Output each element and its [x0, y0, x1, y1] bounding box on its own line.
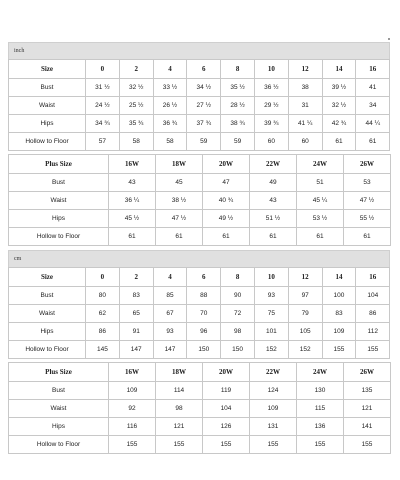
- measurement-value: 41: [356, 79, 390, 97]
- measurement-label: Hollow to Floor: [9, 436, 109, 454]
- table-row: [9, 418, 391, 436]
- table-row: [9, 382, 391, 400]
- table-row: [9, 97, 390, 115]
- measurement-value: 29 ½: [254, 97, 288, 115]
- table-row: [9, 305, 390, 323]
- table-row: [9, 115, 390, 133]
- measurement-value: 121: [156, 418, 203, 436]
- measurement-label: Bust: [9, 174, 109, 192]
- measurement-value: 61: [203, 228, 250, 246]
- size-header: 14: [322, 268, 356, 287]
- measurement-value: 28 ½: [221, 97, 255, 115]
- size-header: 0: [86, 268, 120, 287]
- size-header: 20W: [203, 363, 250, 382]
- measurement-value: 47: [203, 174, 250, 192]
- measurement-value: 34 ½: [187, 79, 221, 97]
- measurement-value: 141: [344, 418, 391, 436]
- size-header: 22W: [250, 363, 297, 382]
- size-header: 8: [221, 268, 255, 287]
- measurement-value: 155: [344, 436, 391, 454]
- unit-tag-cm: cm: [8, 250, 390, 267]
- measurement-value: 45: [156, 174, 203, 192]
- size-header: 0: [86, 60, 120, 79]
- size-header: 12: [288, 268, 322, 287]
- measurement-value: 27 ½: [187, 97, 221, 115]
- measurement-value: 38: [288, 79, 322, 97]
- table-row: [9, 287, 390, 305]
- measurement-label: Waist: [9, 305, 86, 323]
- measurement-value: 145: [86, 341, 120, 359]
- measurement-value: 136: [297, 418, 344, 436]
- size-header: 18W: [156, 155, 203, 174]
- size-header: 12: [288, 60, 322, 79]
- measurement-label: Bust: [9, 79, 86, 97]
- measurement-value: 104: [356, 287, 390, 305]
- measurement-value: 53 ½: [297, 210, 344, 228]
- measurement-value: 26 ½: [153, 97, 187, 115]
- measurement-value: 35 ½: [221, 79, 255, 97]
- size-header: 16W: [109, 155, 156, 174]
- measurement-value: 36 ¾: [153, 115, 187, 133]
- measurement-value: 65: [119, 305, 153, 323]
- measurement-value: 75: [254, 305, 288, 323]
- table-row: [9, 436, 391, 454]
- measurement-value: 93: [254, 287, 288, 305]
- measurement-value: 109: [322, 323, 356, 341]
- size-header: 24W: [297, 363, 344, 382]
- measurement-value: 61: [322, 133, 356, 151]
- table-row: [9, 210, 391, 228]
- measurement-value: 115: [297, 400, 344, 418]
- measurement-value: 33 ½: [153, 79, 187, 97]
- measurement-value: 41 ¼: [288, 115, 322, 133]
- measurement-value: 61: [250, 228, 297, 246]
- measurement-value: 61: [344, 228, 391, 246]
- size-header: 18W: [156, 363, 203, 382]
- size-header: 6: [187, 268, 221, 287]
- size-header: 4: [153, 268, 187, 287]
- measurement-value: 150: [187, 341, 221, 359]
- measurement-value: 47 ½: [156, 210, 203, 228]
- measurement-value: 43: [250, 192, 297, 210]
- measurement-value: 135: [344, 382, 391, 400]
- measurement-label: Hips: [9, 323, 86, 341]
- size-header: 24W: [297, 155, 344, 174]
- measurement-label: Waist: [9, 192, 109, 210]
- measurement-value: 85: [153, 287, 187, 305]
- header-label: Plus Size: [9, 363, 109, 382]
- measurement-value: 45 ¼: [297, 192, 344, 210]
- measurement-label: Hollow to Floor: [9, 228, 109, 246]
- measurement-value: 42 ¾: [322, 115, 356, 133]
- header-label: Size: [9, 60, 86, 79]
- size-header: 26W: [344, 155, 391, 174]
- measurement-value: 150: [221, 341, 255, 359]
- header-row: [9, 60, 390, 79]
- measurement-label: Hips: [9, 210, 109, 228]
- measurement-value: 25 ½: [119, 97, 153, 115]
- measurement-value: 35 ¾: [119, 115, 153, 133]
- measurement-value: 59: [221, 133, 255, 151]
- measurement-value: 86: [86, 323, 120, 341]
- measurement-value: 34: [356, 97, 390, 115]
- size-header: 4: [153, 60, 187, 79]
- measurement-value: 43: [109, 174, 156, 192]
- measurement-value: 86: [356, 305, 390, 323]
- measurement-value: 116: [109, 418, 156, 436]
- measurement-value: 147: [119, 341, 153, 359]
- measurement-value: 31 ½: [86, 79, 120, 97]
- measurement-value: 155: [203, 436, 250, 454]
- measurement-value: 155: [356, 341, 390, 359]
- measurement-value: 112: [356, 323, 390, 341]
- measurement-value: 59: [187, 133, 221, 151]
- measurement-label: Waist: [9, 400, 109, 418]
- measurement-value: 32 ½: [119, 79, 153, 97]
- measurement-value: 32 ½: [322, 97, 356, 115]
- measurement-label: Bust: [9, 382, 109, 400]
- size-header: 6: [187, 60, 221, 79]
- table-row: [9, 133, 390, 151]
- measurement-label: Hollow to Floor: [9, 341, 86, 359]
- measurement-value: 155: [250, 436, 297, 454]
- measurement-value: 40 ¾: [203, 192, 250, 210]
- header-row: [9, 363, 391, 382]
- measurement-value: 36 ½: [254, 79, 288, 97]
- measurement-value: 152: [254, 341, 288, 359]
- measurement-value: 49: [250, 174, 297, 192]
- measurement-value: 96: [187, 323, 221, 341]
- measurement-value: 61: [297, 228, 344, 246]
- measurement-value: 80: [86, 287, 120, 305]
- size-header: 16: [356, 268, 390, 287]
- measurement-value: 36 ¼: [109, 192, 156, 210]
- size-header: 16: [356, 60, 390, 79]
- table-row: [9, 174, 391, 192]
- measurement-value: 109: [109, 382, 156, 400]
- measurement-value: 58: [153, 133, 187, 151]
- measurement-value: 60: [288, 133, 322, 151]
- table-row: [9, 323, 390, 341]
- size-header: 20W: [203, 155, 250, 174]
- measurement-value: 37 ¾: [187, 115, 221, 133]
- size-header: 22W: [250, 155, 297, 174]
- measurement-value: 51: [297, 174, 344, 192]
- measurement-label: Hips: [9, 418, 109, 436]
- measurement-value: 97: [288, 287, 322, 305]
- measurement-value: 61: [356, 133, 390, 151]
- measurement-value: 53: [344, 174, 391, 192]
- measurement-value: 49 ½: [203, 210, 250, 228]
- table-row: [9, 79, 390, 97]
- table-row: [9, 192, 391, 210]
- size-header: 2: [119, 268, 153, 287]
- measurement-value: 104: [203, 400, 250, 418]
- measurement-value: 57: [86, 133, 120, 151]
- measurement-label: Waist: [9, 97, 86, 115]
- measurement-value: 70: [187, 305, 221, 323]
- measurement-value: 147: [153, 341, 187, 359]
- size-header: 8: [221, 60, 255, 79]
- measurement-value: 90: [221, 287, 255, 305]
- measurement-value: 58: [119, 133, 153, 151]
- measurement-value: 155: [109, 436, 156, 454]
- inch-plus-table: [8, 154, 391, 246]
- measurement-value: 126: [203, 418, 250, 436]
- table-row: [9, 341, 390, 359]
- measurement-label: Hollow to Floor: [9, 133, 86, 151]
- measurement-value: 98: [156, 400, 203, 418]
- measurement-value: 131: [250, 418, 297, 436]
- measurement-value: 83: [119, 287, 153, 305]
- measurement-value: 39 ½: [322, 79, 356, 97]
- measurement-value: 61: [156, 228, 203, 246]
- measurement-value: 155: [297, 436, 344, 454]
- header-label: Size: [9, 268, 86, 287]
- table-row: [9, 228, 391, 246]
- measurement-value: 62: [86, 305, 120, 323]
- inch-size-chart: [8, 42, 390, 246]
- header-label: Plus Size: [9, 155, 109, 174]
- header-row: [9, 155, 391, 174]
- measurement-value: 109: [250, 400, 297, 418]
- measurement-value: 34 ¾: [86, 115, 120, 133]
- measurement-label: Bust: [9, 287, 86, 305]
- measurement-value: 45 ½: [109, 210, 156, 228]
- measurement-value: 88: [187, 287, 221, 305]
- measurement-value: 67: [153, 305, 187, 323]
- cm-size-chart: [8, 250, 390, 454]
- measurement-value: 51 ½: [250, 210, 297, 228]
- measurement-value: 114: [156, 382, 203, 400]
- measurement-value: 79: [288, 305, 322, 323]
- measurement-label: Hips: [9, 115, 86, 133]
- table-row: [9, 400, 391, 418]
- measurement-value: 93: [153, 323, 187, 341]
- measurement-value: 61: [109, 228, 156, 246]
- measurement-value: 152: [288, 341, 322, 359]
- measurement-value: 124: [250, 382, 297, 400]
- cm-standard-table: [8, 267, 390, 359]
- measurement-value: 155: [322, 341, 356, 359]
- size-header: 14: [322, 60, 356, 79]
- size-header: 10: [254, 268, 288, 287]
- measurement-value: 60: [254, 133, 288, 151]
- measurement-value: 83: [322, 305, 356, 323]
- cm-plus-table: [8, 362, 391, 454]
- edge-mark: [388, 38, 390, 40]
- measurement-value: 55 ½: [344, 210, 391, 228]
- measurement-value: 91: [119, 323, 153, 341]
- measurement-value: 24 ½: [86, 97, 120, 115]
- measurement-value: 72: [221, 305, 255, 323]
- size-header: 10: [254, 60, 288, 79]
- measurement-value: 100: [322, 287, 356, 305]
- measurement-value: 101: [254, 323, 288, 341]
- measurement-value: 38 ¾: [221, 115, 255, 133]
- size-header: 16W: [109, 363, 156, 382]
- measurement-value: 47 ½: [344, 192, 391, 210]
- measurement-value: 98: [221, 323, 255, 341]
- unit-tag-inch: inch: [8, 42, 390, 59]
- measurement-value: 92: [109, 400, 156, 418]
- measurement-value: 39 ¾: [254, 115, 288, 133]
- header-row: [9, 268, 390, 287]
- size-header: 2: [119, 60, 153, 79]
- measurement-value: 44 ¼: [356, 115, 390, 133]
- measurement-value: 119: [203, 382, 250, 400]
- measurement-value: 105: [288, 323, 322, 341]
- measurement-value: 130: [297, 382, 344, 400]
- inch-standard-table: [8, 59, 390, 151]
- measurement-value: 38 ½: [156, 192, 203, 210]
- measurement-value: 31: [288, 97, 322, 115]
- measurement-value: 155: [156, 436, 203, 454]
- size-header: 26W: [344, 363, 391, 382]
- measurement-value: 121: [344, 400, 391, 418]
